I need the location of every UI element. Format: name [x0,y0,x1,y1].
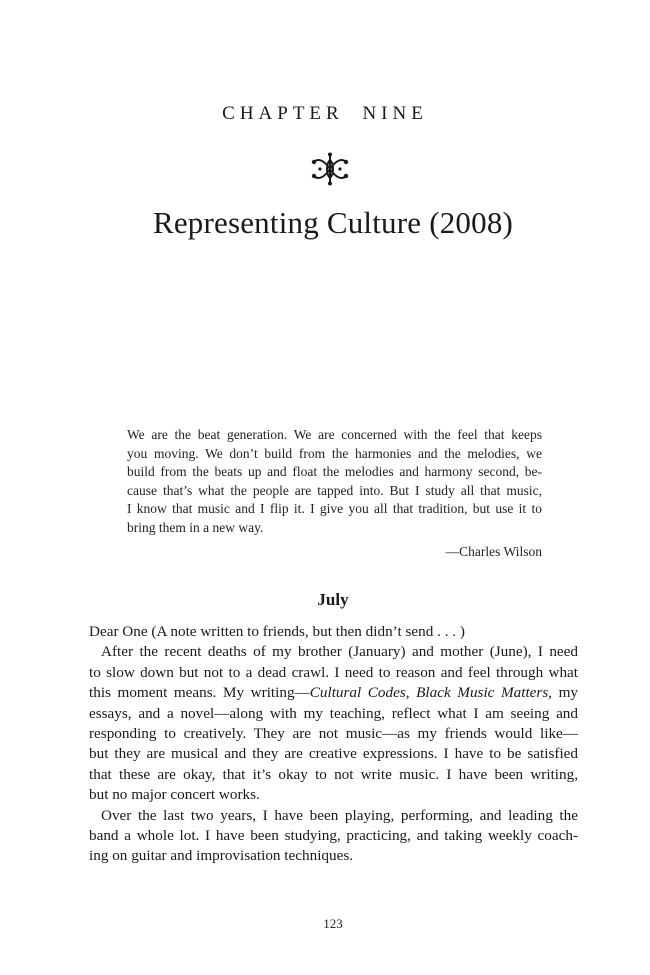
epigraph-line: bring them in a new way. [127,519,264,535]
body-text [89,622,578,867]
chapter-label: CHAPTER NINE [222,103,428,124]
body-line: Dear One (A note written to friends, but then didn’t send . . . ) [89,623,465,640]
body-text-run: this moment means. My writing— [89,684,310,702]
chapter-title: Representing Culture (2008) [152,205,514,240]
epigraph-quote [127,426,542,538]
body-line: but they are musical and they are creative expressions. I have to be satisfied [89,745,578,763]
body-line: After the recent deaths of my brother (January) and mother (June), I need [101,643,578,661]
epigraph-attribution: —Charles Wilson [445,544,542,559]
epigraph-line: you moving. We don’t build from the harmonies and the melodies, we [127,445,542,461]
body-line: band a whole lot. I have been studying, practicing, and taking weekly coach- [89,826,578,844]
body-text-run: , [405,684,417,702]
body-line: but no major concert works. [89,786,260,804]
section-heading: July [317,590,349,609]
body-line: to slow down but not to a dead crawl. I need to reason and feel through what [89,663,578,681]
epigraph-line: I know that music and I flip it. I give you all that tradition, but use it to [127,501,542,517]
body-line [89,683,578,703]
body-line: ing on guitar and improvisation techniques. [89,847,354,865]
body-line: responding to creatively. They are not music—as my friends would like— [89,724,578,742]
epigraph-line: build from the beats up and float the melodies and harmony second, be- [127,464,542,480]
body-line: Over the last two years, I have been playing, performing, and leading the [101,806,578,824]
floral-ornament-icon [310,152,350,186]
book-title-cultural-codes: Cultural Codes [309,684,406,702]
book-title-black-music-matters: Black Music Matters [416,684,549,702]
epigraph-line: We are the beat generation. We are concerned with the feel that keeps [127,427,542,442]
body-line: essays, and a novel—along with my teaching, reflect what I am seeing and [89,704,578,722]
body-line: that these are okay, that it’s okay to not write music. I have been writing, [89,765,578,783]
body-text-run: , my [548,684,579,702]
page-number: 123 [323,916,343,931]
epigraph-line: cause that’s what the people are tapped into. But I study all that music, [127,482,542,498]
